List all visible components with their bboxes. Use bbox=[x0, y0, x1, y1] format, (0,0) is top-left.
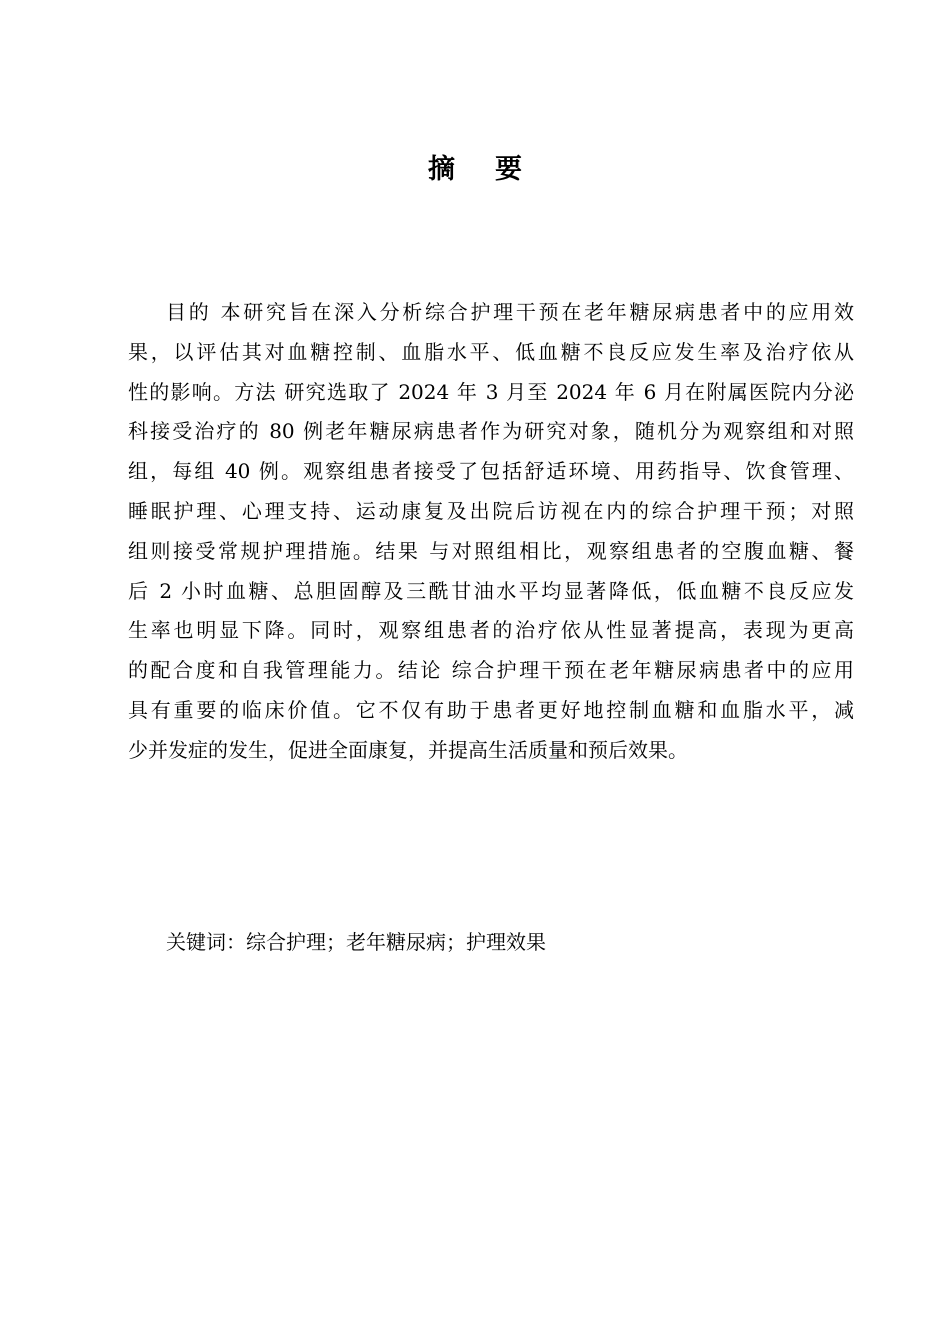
abstract-line: 具有重要的临床价值。它不仅有助于患者更好地控制血糖和血脂水平，减 bbox=[128, 697, 854, 722]
abstract-line: 生率也明显下降。同时，观察组患者的治疗依从性显著提高，表现为更高 bbox=[128, 618, 854, 643]
abstract-line: 睡眠护理、心理支持、运动康复及出院后访视在内的综合护理干预；对照 bbox=[128, 498, 854, 523]
keywords-line bbox=[166, 922, 546, 962]
keywords-label: 关键词： bbox=[166, 930, 246, 954]
page-title bbox=[0, 150, 950, 190]
abstract-line: 组则接受常规护理措施。结果 与对照组相比，观察组患者的空腹血糖、餐 bbox=[128, 538, 854, 563]
abstract-line: 少并发症的发生，促进全面康复，并提高生活质量和预后效果。 bbox=[128, 737, 688, 762]
abstract-line: 性的影响。方法 研究选取了 2024 年 3 月至 2024 年 6 月在附属医院内分泌 bbox=[128, 379, 854, 404]
abstract-body bbox=[128, 293, 854, 771]
abstract-line: 的配合度和自我管理能力。结论 综合护理干预在老年糖尿病患者中的应用 bbox=[128, 658, 854, 683]
keywords-value: 综合护理；老年糖尿病；护理效果 bbox=[246, 930, 546, 954]
abstract-line: 组，每组 40 例。观察组患者接受了包括舒适环境、用药指导、饮食管理、 bbox=[128, 459, 854, 484]
abstract-line: 后 2 小时血糖、总胆固醇及三酰甘油水平均显著降低，低血糖不良反应发 bbox=[128, 578, 854, 603]
title-char-1: 摘 bbox=[428, 154, 455, 185]
abstract-line: 目的 本研究旨在深入分析综合护理干预在老年糖尿病患者中的应用效 bbox=[166, 300, 854, 324]
title-char-2: 要 bbox=[495, 154, 522, 185]
abstract-line: 科接受治疗的 80 例老年糖尿病患者作为研究对象，随机分为观察组和对照 bbox=[128, 419, 854, 444]
abstract-line: 果，以评估其对血糖控制、血脂水平、低血糖不良反应发生率及治疗依从 bbox=[128, 339, 854, 364]
